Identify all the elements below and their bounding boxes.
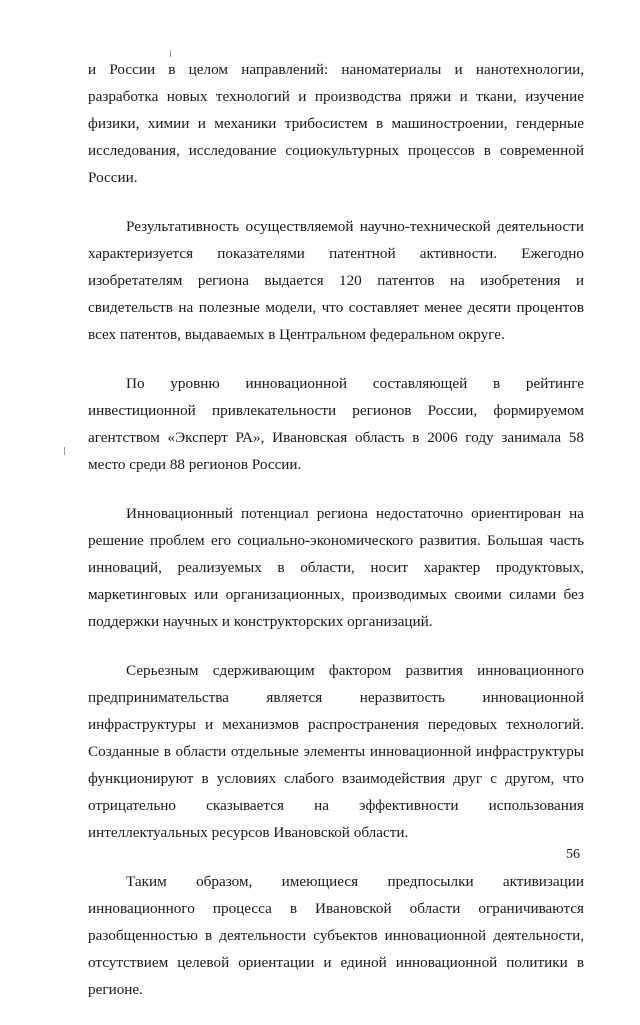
body-text [88,56,584,1025]
page-number: 56 [566,847,580,862]
paragraph-continuation: и России в целом направлений: наноматериалы и нанотехнологии, разработка новых технологий и производства пряжи и ткани, изучение физики, химии и механики трибосистем в машиностроении, гендерные исследования, исследование социокультурных процессов в современной России. [88,61,584,186]
paragraph-patent-activity: Результативность осуществляемой научно-технической деятельности характеризуется показателями патентной активности. Ежегодно изобретателям региона выдается 120 патентов на изобретения и свидетельств на полезные модели, что составляет менее десяти процентов всех патентов, выдаваемых в Центральном федеральном округе. [88,218,584,343]
paragraph-conclusion: Таким образом, имеющиеся предпосылки активизации инновационного процесса в Ивановской области ограничиваются разобщенностью в деятельности субъектов инновационной деятельности, отсутствием целевой ориентации и единой инновационной политики в регионе. [88,873,584,998]
paragraph-rating: По уровню инновационной составляющей в рейтинге инвестиционной привлекательности регионов России, формируемом агентством «Эксперт РА», Ивановская область в 2006 году занимала 58 место среди 88 регионов России. [88,375,584,473]
paragraph-constraining-factor: Серьезным сдерживающим фактором развития инновационного предпринимательства является неразвитость инновационной инфраструктуры и механизмов распространения передовых технологий. Созданные в области отдельные элементы инновационной инфраструктуры функционируют в условиях слабого взаимодействия друг с другом, что отрицательно сказывается на эффективности использования интеллектуальных ресурсов Ивановской области. [88,662,584,841]
scan-mark-left [64,447,65,455]
paragraph-innovation-potential: Инновационный потенциал региона недостаточно ориентирован на решение проблем его социально-экономического развития. Большая часть инноваций, реализуемых в области, носит характер продуктовых, маркетинговых или организационных, производимых своими силами без поддержки научных и конструкторских организаций. [88,505,584,630]
